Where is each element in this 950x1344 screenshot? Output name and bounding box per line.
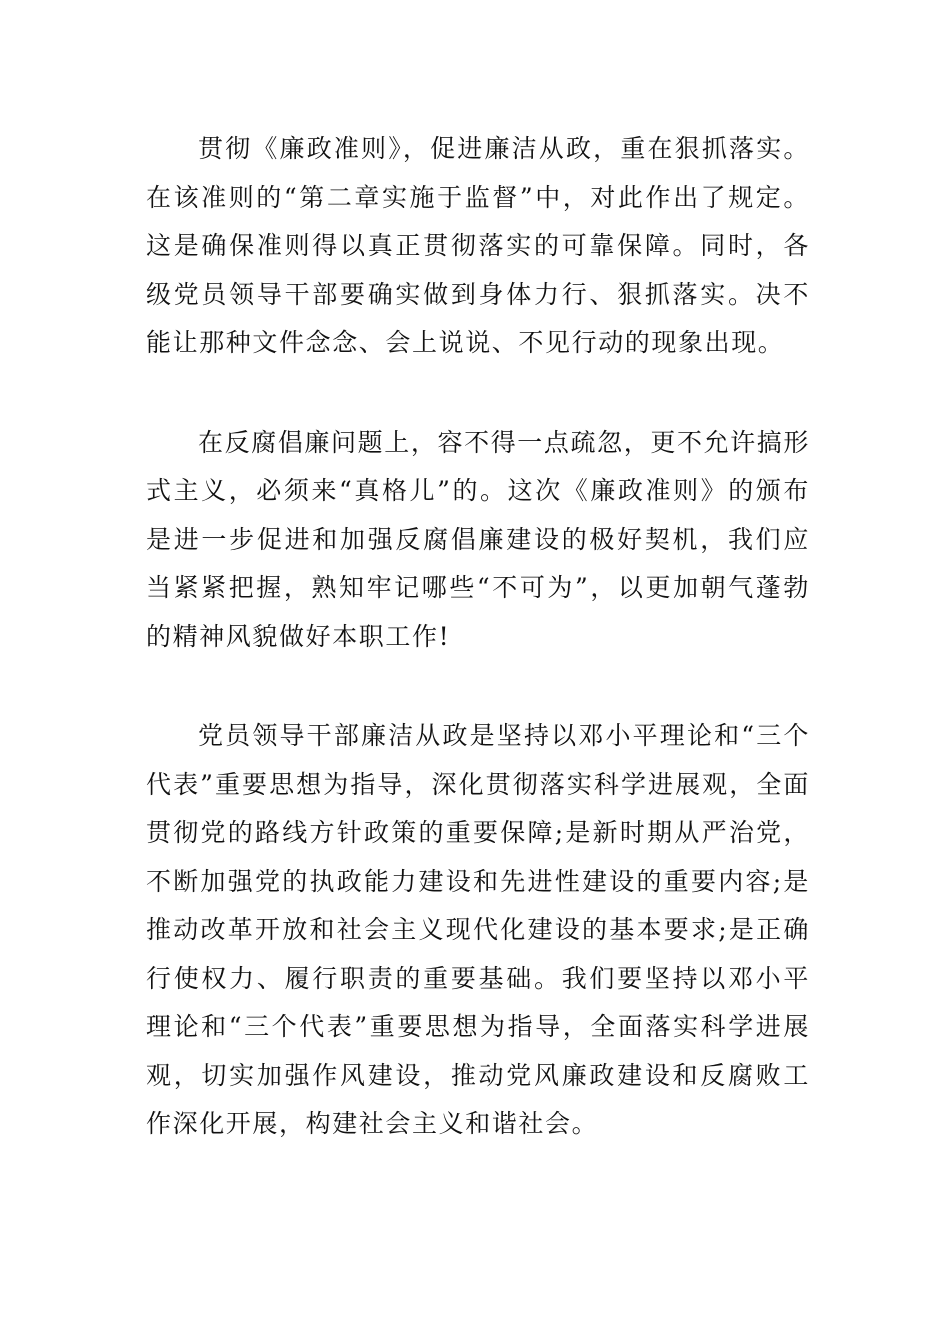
- paragraph-gap: [146, 661, 810, 712]
- paragraph-2: 在反腐倡廉问题上，容不得一点疏忽，更不允许搞形式主义，必须来“真格儿”的。这次《廉政准则》的颁布是进一步促进和加强反腐倡廉建设的极好契机，我们应当紧紧把握，熟知牢记哪些“不可为”，以更加朝气蓬勃的精神风貌做好本职工作!: [146, 427, 810, 651]
- document-body: [146, 125, 810, 1149]
- paragraph-3: 党员领导干部廉洁从政是坚持以邓小平理论和“三个代表”重要思想为指导，深化贯彻落实科学进展观，全面贯彻党的路线方针政策的重要保障;是新时期从严治党，不断加强党的执政能力建设和先进性建设的重要内容;是推动改革开放和社会主义现代化建设的基本要求;是正确行使权力、履行职责的重要基础。我们要坚持以邓小平理论和“三个代表”重要思想为指导，全面落实科学进展观，切实加强作风建设，推动党风廉政建设和反腐败工作深化开展，构建社会主义和谐社会。: [146, 721, 810, 1138]
- paragraph-gap: [146, 368, 810, 419]
- paragraph-1: 贯彻《廉政准则》，促进廉洁从政，重在狠抓落实。在该准则的“第二章实施于监督”中，对此作出了规定。这是确保准则得以真正贯彻落实的可靠保障。同时，各级党员领导干部要确实做到身体力行、狠抓落实。决不能让那种文件念念、会上说说、不见行动的现象出现。: [146, 134, 810, 357]
